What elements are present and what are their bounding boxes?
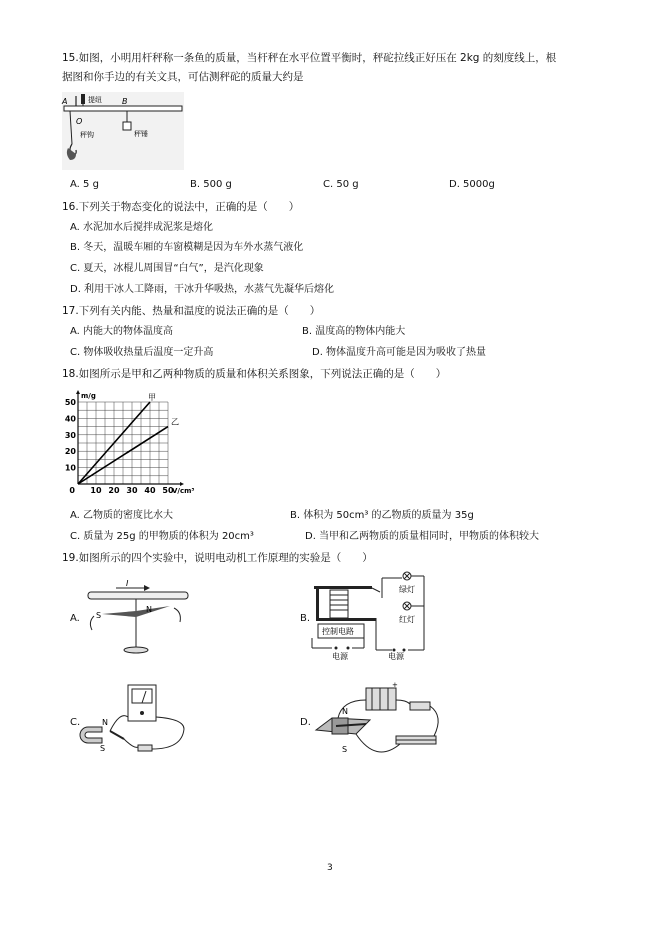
q19-label-b: B.	[300, 613, 311, 624]
d-north-label: N	[342, 707, 348, 716]
c-south-label: S	[100, 744, 106, 753]
power2-label: 电源	[388, 652, 404, 661]
mass-volume-chart	[62, 392, 195, 502]
q18-option-b: B. 体积为 50cm³ 的乙物质的质量为 35g	[290, 510, 474, 521]
q17-option-a: A. 内能大的物体温度高	[70, 326, 174, 337]
q17-stem: 17.下列有关内能、热量和温度的说法正确的是（ ）	[62, 305, 321, 317]
steelyard-figure	[62, 92, 184, 170]
q18-option-c: C. 质量为 25g 的甲物质的体积为 20cm³	[70, 531, 254, 542]
q17-option-d: D. 物体温度升高可能是因为吸收了热量	[312, 347, 487, 358]
q18-stem: 18.如图所示是甲和乙两种物质的质量和体积关系图象，下列说法正确的是（ ）	[62, 368, 447, 380]
north-label: N	[146, 605, 152, 614]
x-tick-label: 20	[108, 486, 120, 495]
y-tick-label: 20	[64, 447, 76, 457]
current-label: I	[126, 579, 129, 588]
svg-text:+: +	[392, 681, 398, 689]
q15-option-c: C. 50 g	[323, 179, 359, 190]
weight-label: 秤锤	[134, 130, 148, 138]
q16-option-a: A. 水泥加水后搅拌成泥浆是熔化	[70, 222, 214, 233]
oersted-figure	[82, 578, 192, 660]
x-tick-label: 40	[144, 486, 156, 495]
q16-option-d: D. 利用干冰人工降雨，干冰升华吸热，水蒸气先凝华后熔化	[70, 284, 335, 295]
c-north-label: N	[102, 718, 108, 727]
power1-label: 电源	[332, 652, 348, 661]
y-tick-label: 10	[64, 463, 76, 473]
red-light-label: 红灯	[399, 615, 415, 624]
origin-label: 0	[69, 486, 75, 495]
green-light-label: 绿灯	[399, 585, 415, 594]
x-tick-label: 30	[126, 486, 138, 495]
x-tick-label: 50	[162, 486, 174, 495]
point-b-label: B	[122, 97, 128, 106]
point-a-label: A	[62, 97, 68, 106]
motor-figure	[312, 680, 444, 768]
y-axis-arrow	[76, 390, 80, 394]
series-label-2: 乙	[171, 417, 179, 427]
x-axis-label: V/cm³	[172, 487, 195, 495]
q15-stem-line1: 15.如图，小明用杆秤称一条鱼的质量，当杆秤在水平位置平衡时，秤砣拉线正好压在 2kg 的刻度线上，根	[62, 52, 557, 64]
y-tick-label: 30	[64, 430, 76, 440]
q15-option-d: D. 5000g	[449, 179, 495, 190]
q16-stem: 16.下列关于物态变化的说法中，正确的是（ ）	[62, 201, 300, 213]
q15-option-b: B. 500 g	[190, 179, 232, 190]
page-number: 3	[327, 863, 333, 873]
q19-label-a: A.	[70, 613, 80, 624]
q16-option-c: C. 夏天，冰棍儿周围冒“白气”，是汽化现象	[70, 263, 264, 274]
hook-label: 秤钩	[80, 131, 94, 139]
point-o-label: O	[76, 117, 83, 126]
series-label-1: 甲	[148, 393, 156, 402]
induction-figure	[80, 683, 192, 765]
y-axis-label: m/g	[81, 392, 96, 400]
q15-option-a: A. 5 g	[70, 179, 99, 190]
q17-option-c: C. 物体吸收热量后温度一定升高	[70, 347, 214, 358]
q16-option-b: B. 冬天，温暖车厢的车窗模糊是因为车外水蒸气液化	[70, 242, 304, 253]
control-circuit-label: 控制电路	[322, 627, 354, 636]
x-axis-arrow	[180, 482, 184, 486]
rope-label: 提纽	[88, 96, 102, 104]
y-tick-label: 50	[64, 398, 76, 407]
south-label: S	[96, 611, 102, 620]
q15-stem-line2: 据图和你手边的有关文具，可估测秤砣的质量大约是	[62, 71, 304, 83]
q17-option-b: B. 温度高的物体内能大	[302, 326, 406, 337]
y-tick-label: 40	[64, 414, 76, 424]
q19-label-d: D.	[300, 717, 311, 728]
x-tick-label: 10	[90, 486, 102, 495]
relay-figure	[312, 568, 437, 660]
q18-option-d: D. 当甲和乙两物质的质量相同时，甲物质的体积较大	[305, 531, 540, 542]
q19-stem: 19.如图所示的四个实验中，说明电动机工作原理的实验是（ ）	[62, 552, 373, 564]
q19-label-c: C.	[70, 717, 81, 728]
q18-option-a: A. 乙物质的密度比水大	[70, 510, 174, 521]
d-south-label: S	[342, 745, 348, 754]
